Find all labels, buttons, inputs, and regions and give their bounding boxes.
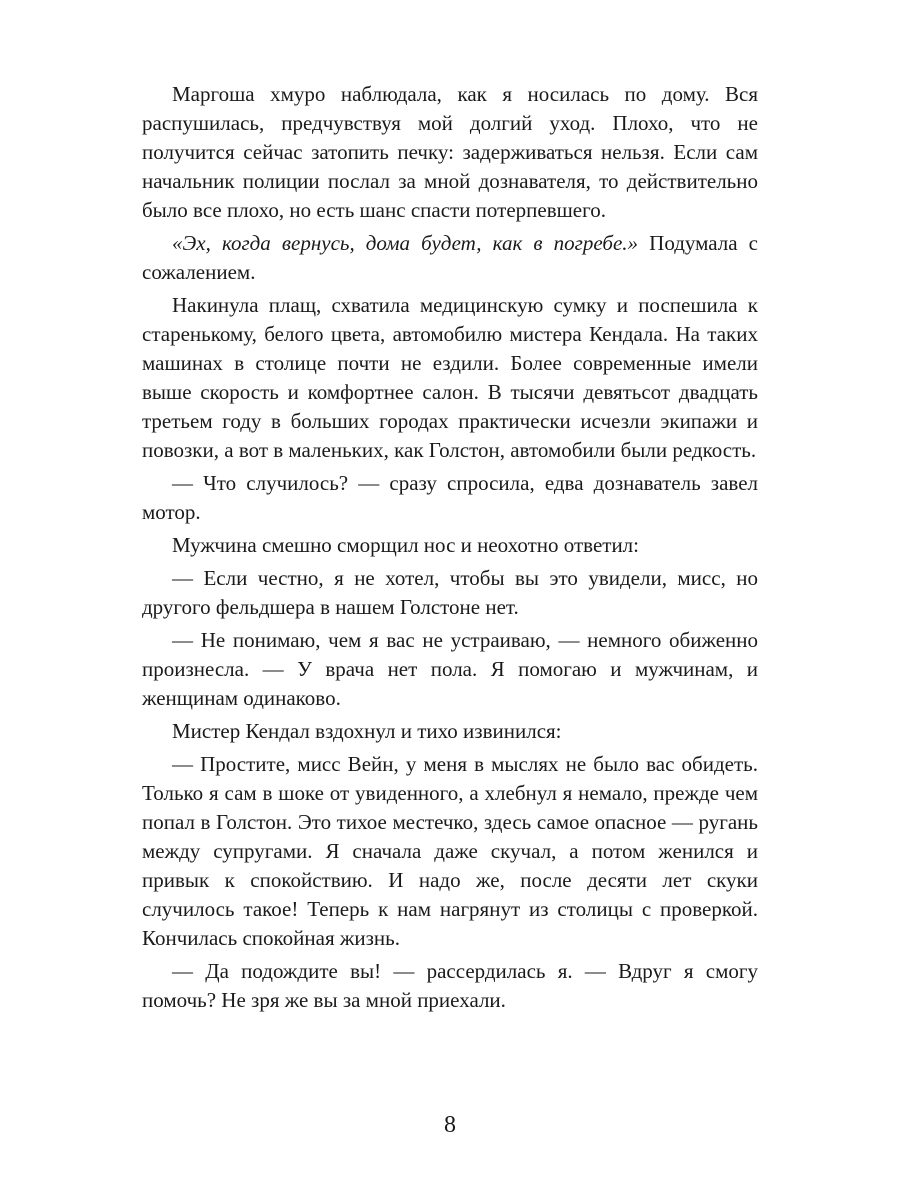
page-body — [142, 80, 758, 1015]
paragraph-4: — Что случилось? — сразу спросила, едва дознаватель завел мотор. — [142, 471, 758, 524]
paragraph-2 — [142, 229, 758, 287]
paragraph-3: Накинула плащ, схватила медицинскую сумку и поспешила к старенькому, белого цвета, автомобилю мистера Кендала. На таких машинах в столице почти не ездили. Более современные имели выше скорость и комфортнее салон. В тысячи девятьсот двадцать третьем году в больших городах практически исчезли экипажи и повозки, а вот в маленьких, как Голстон, автомобили были редкость. — [142, 293, 758, 462]
paragraph-2-italic-thought: «Эх, когда вернусь, дома будет, как в погребе.» — [172, 231, 639, 255]
paragraph-6: — Если честно, я не хотел, чтобы вы это увидели, мисс, но другого фельдшера в нашем Голстоне нет. — [142, 566, 758, 619]
paragraph-5: Мужчина смешно сморщил нос и неохотно ответил: — [172, 533, 639, 557]
page-number: 8 — [444, 1112, 456, 1138]
paragraph-10: — Да подождите вы! — рассердилась я. — Вдруг я смогу помочь? Не зря же вы за мной приехали. — [142, 959, 758, 1012]
paragraph-1: Маргоша хмуро наблюдала, как я носилась по дому. Вся распушилась, предчувствуя мой долгий уход. Плохо, что не получится сейчас затопить печку: задерживаться нельзя. Если сам начальник полиции послал за мной дознавателя, то действительно было все плохо, но есть шанс спасти потерпевшего. — [142, 82, 758, 222]
paragraph-9: — Простите, мисс Вейн, у меня в мыслях не было вас обидеть. Только я сам в шоке от увиденного, а хлебнул я немало, прежде чем попал в Голстон. Это тихое местечко, здесь самое опасное — ругань между супругами. Я сначала даже скучал, а потом женился и привык к спокойствию. И надо же, после десяти лет скуки случилось такое! Теперь к нам нагрянут из столицы с проверкой. Кончилась спокойная жизнь. — [142, 752, 758, 950]
paragraph-7: — Не понимаю, чем я вас не устраиваю, — немного обиженно произнесла. — У врача нет пола. Я помогаю и мужчинам, и женщинам одинаково. — [142, 628, 758, 710]
paragraph-2-rest: Подумала с сожалением. — [142, 231, 759, 284]
paragraph-8: Мистер Кендал вздохнул и тихо извинился: — [172, 719, 562, 743]
